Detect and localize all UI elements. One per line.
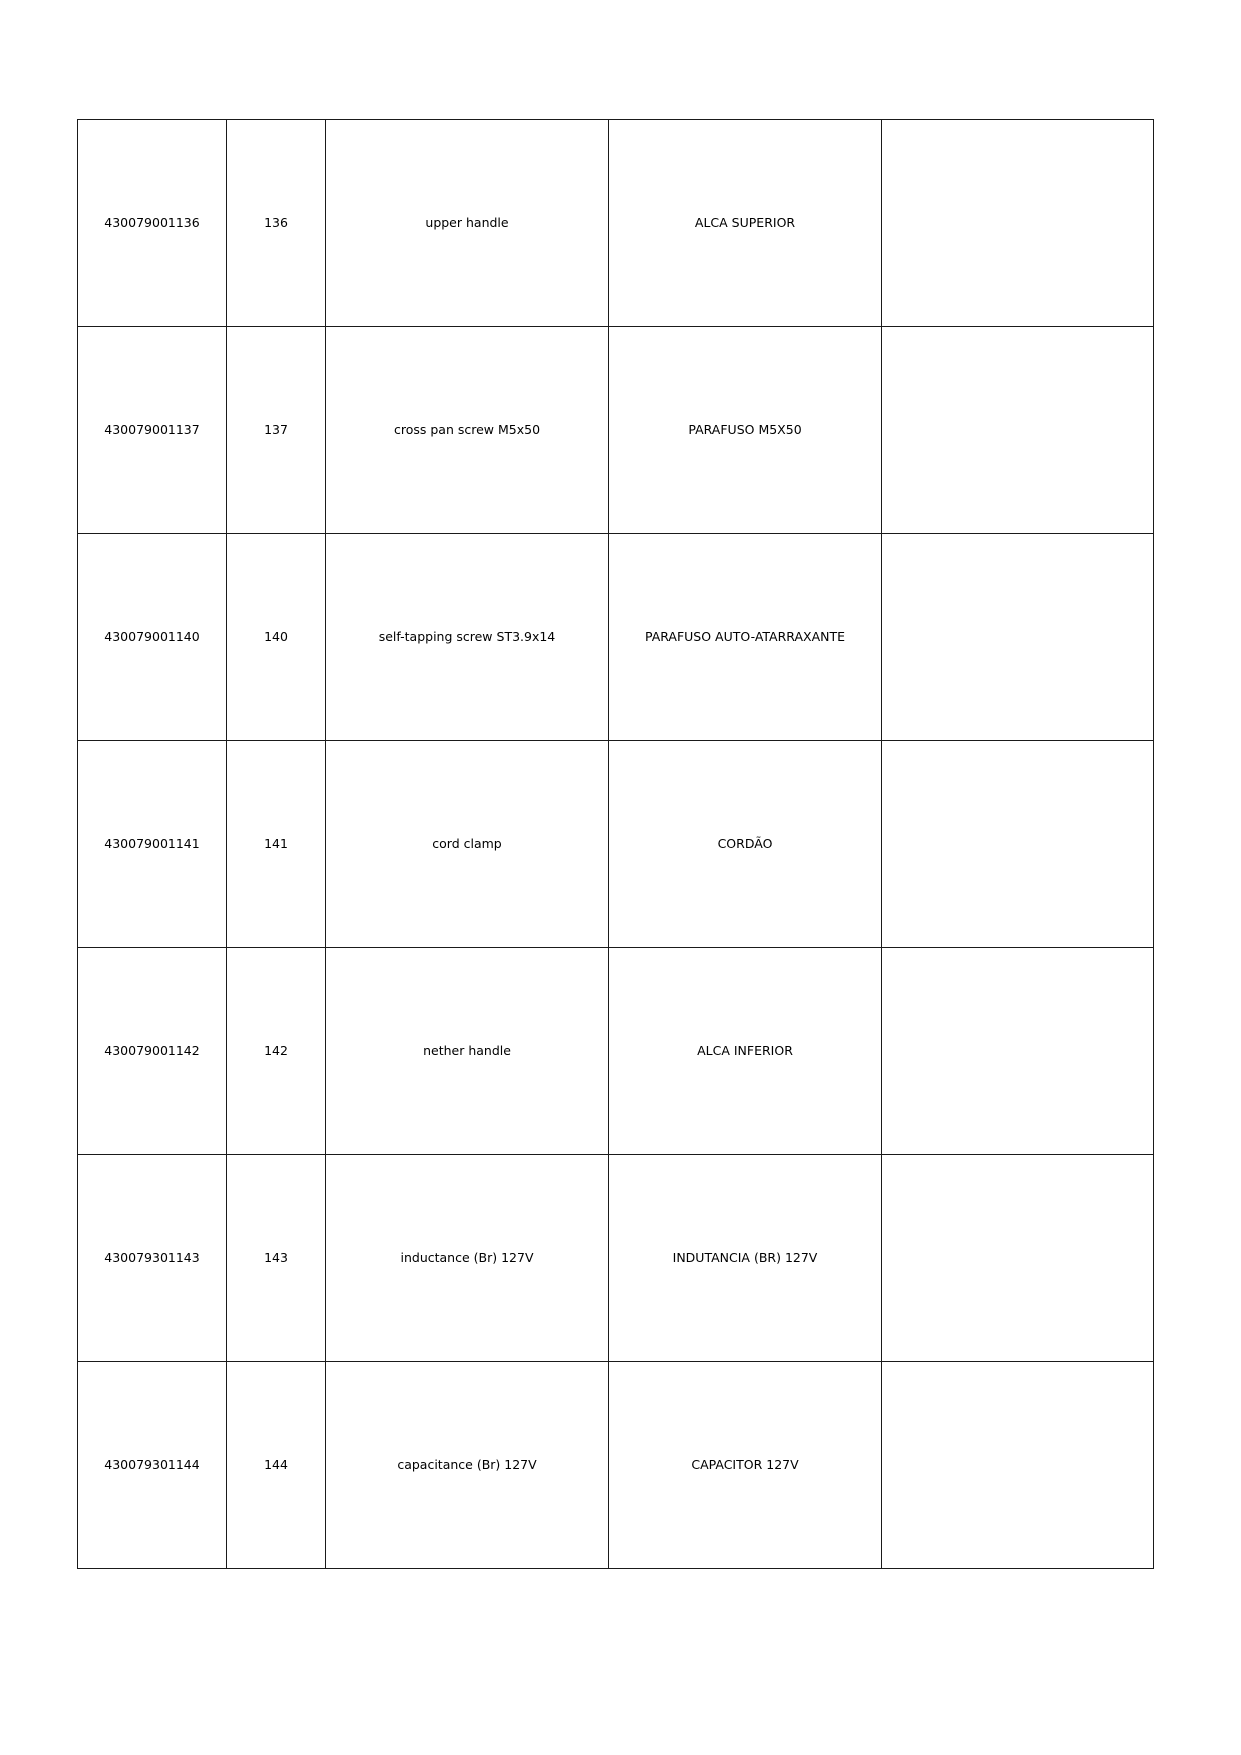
- position-cell: 137: [227, 327, 326, 534]
- notes-cell: [882, 120, 1154, 327]
- part-code-cell: 430079001141: [78, 741, 227, 948]
- table-row: [78, 948, 1154, 1155]
- notes-cell: [882, 741, 1154, 948]
- table-row: [78, 741, 1154, 948]
- description-pt-cell: ALCA INFERIOR: [609, 948, 882, 1155]
- position-cell: 141: [227, 741, 326, 948]
- description-pt-cell: ALCA SUPERIOR: [609, 120, 882, 327]
- notes-cell: [882, 1362, 1154, 1569]
- notes-cell: [882, 1155, 1154, 1362]
- position-cell: 144: [227, 1362, 326, 1569]
- notes-cell: [882, 534, 1154, 741]
- description-en-cell: cross pan screw M5x50: [326, 327, 609, 534]
- part-code-cell: 430079301144: [78, 1362, 227, 1569]
- position-cell: 140: [227, 534, 326, 741]
- description-en-cell: cord clamp: [326, 741, 609, 948]
- table-row: [78, 120, 1154, 327]
- description-pt-cell: PARAFUSO AUTO-ATARRAXANTE: [609, 534, 882, 741]
- notes-cell: [882, 948, 1154, 1155]
- description-en-cell: upper handle: [326, 120, 609, 327]
- description-pt-cell: CAPACITOR 127V: [609, 1362, 882, 1569]
- parts-table: [77, 119, 1154, 1569]
- part-code-cell: 430079001142: [78, 948, 227, 1155]
- description-en-cell: nether handle: [326, 948, 609, 1155]
- notes-cell: [882, 327, 1154, 534]
- part-code-cell: 430079001137: [78, 327, 227, 534]
- position-cell: 142: [227, 948, 326, 1155]
- description-pt-cell: INDUTANCIA (BR) 127V: [609, 1155, 882, 1362]
- part-code-cell: 430079301143: [78, 1155, 227, 1362]
- part-code-cell: 430079001140: [78, 534, 227, 741]
- position-cell: 143: [227, 1155, 326, 1362]
- description-en-cell: inductance (Br) 127V: [326, 1155, 609, 1362]
- table-row: [78, 327, 1154, 534]
- table-row: [78, 1362, 1154, 1569]
- description-pt-cell: CORDÃO: [609, 741, 882, 948]
- table-row: [78, 1155, 1154, 1362]
- position-cell: 136: [227, 120, 326, 327]
- description-en-cell: capacitance (Br) 127V: [326, 1362, 609, 1569]
- description-pt-cell: PARAFUSO M5X50: [609, 327, 882, 534]
- part-code-cell: 430079001136: [78, 120, 227, 327]
- table-row: [78, 534, 1154, 741]
- description-en-cell: self-tapping screw ST3.9x14: [326, 534, 609, 741]
